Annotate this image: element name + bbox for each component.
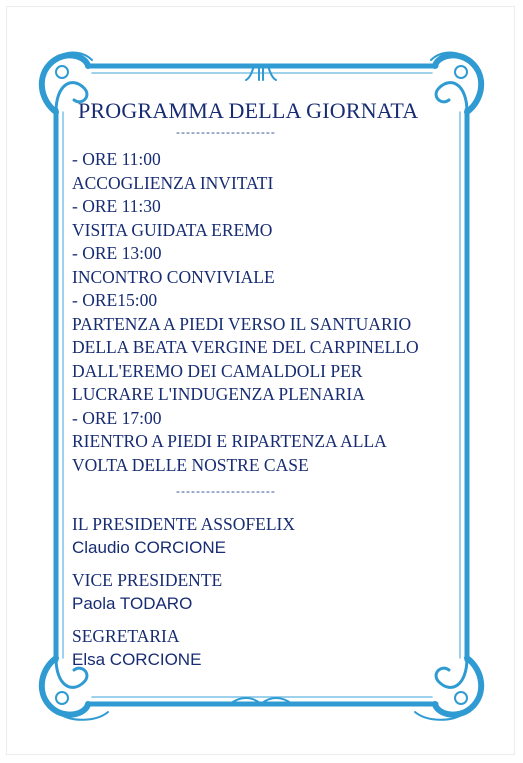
signatory-name: Elsa CORCIONE: [72, 650, 202, 669]
schedule-time: - ORE 13:00: [72, 243, 162, 263]
program-title: PROGRAMMA DELLA GIORNATA: [78, 98, 419, 123]
schedule-description-line: VOLTA DELLE NOSTRE CASE: [72, 454, 309, 475]
schedule-description-line: VISITA GUIDATA EREMO: [72, 219, 273, 240]
schedule-item: [72, 407, 472, 478]
schedule-time: - ORE 11:00: [72, 149, 161, 169]
signatories-list: [72, 513, 472, 671]
schedule-description: [72, 172, 472, 196]
schedule-list: [72, 148, 472, 477]
schedule-description-line: ACCOGLIENZA INVITATI: [72, 172, 274, 193]
signatory-name: Claudio CORCIONE: [72, 538, 226, 557]
signatory-role: IL PRESIDENTE ASSOFELIX: [72, 514, 295, 534]
signatory: [72, 569, 472, 615]
program-content: [72, 98, 472, 681]
top-separator: --------------------: [176, 125, 276, 139]
schedule-time: - ORE15:00: [72, 290, 158, 310]
schedule-description: [72, 430, 472, 477]
schedule-item: [72, 289, 472, 407]
signatory-role: VICE PRESIDENTE: [72, 570, 223, 590]
schedule-description-line: DELLA BEATA VERGINE DEL CARPINELLO: [72, 337, 419, 357]
signatory: [72, 625, 472, 671]
schedule-time: - ORE 11:30: [72, 196, 161, 216]
schedule-description-line: INCONTRO CONVIVIALE: [72, 266, 275, 287]
schedule-description: [72, 313, 472, 407]
schedule-description: [72, 266, 472, 290]
bottom-separator: --------------------: [176, 484, 276, 498]
schedule-item: [72, 242, 472, 289]
signatory-name: Paola TODARO: [72, 594, 193, 613]
schedule-description-line: DALL'EREMO DEI CAMALDOLI PER: [72, 360, 363, 381]
schedule-item: [72, 195, 472, 242]
schedule-description: [72, 219, 472, 243]
schedule-description-line: LUCRARE L'INDUGENZA PLENARIA: [72, 384, 365, 404]
schedule-time: - ORE 17:00: [72, 407, 162, 428]
schedule-description-line: PARTENZA A PIEDI VERSO IL SANTUARIO: [72, 313, 412, 334]
schedule-item: [72, 148, 472, 195]
signatory: [72, 513, 472, 559]
signatory-role: SEGRETARIA: [72, 626, 180, 646]
schedule-description-line: RIENTRO A PIEDI E RIPARTENZA ALLA: [72, 431, 387, 451]
